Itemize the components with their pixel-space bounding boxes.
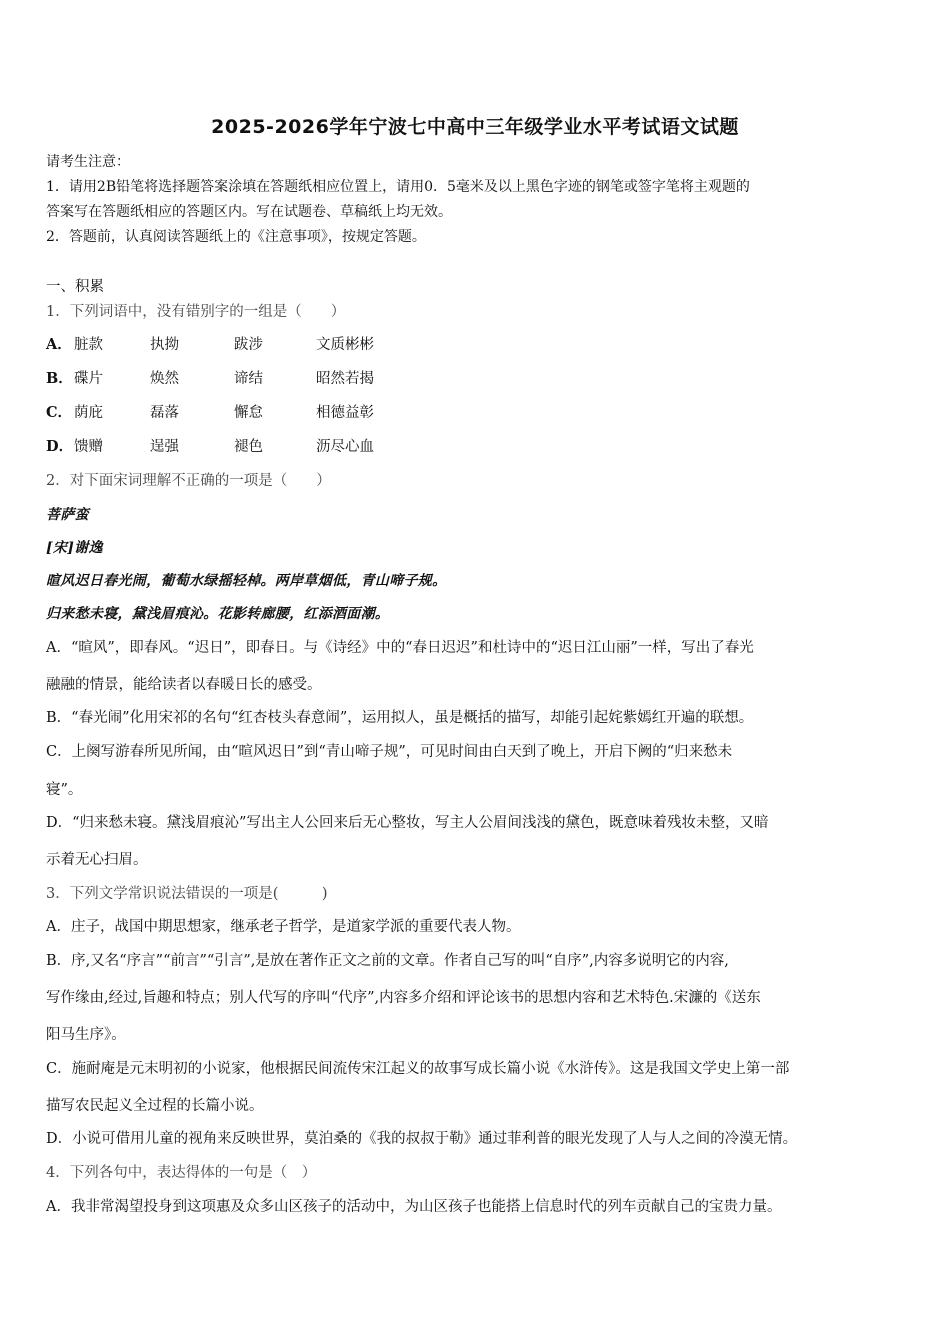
option-label: A．	[46, 336, 72, 353]
option-word: 荫庇	[74, 405, 103, 421]
q3-option-b-line-2: 写作缘由,经过,旨趣和特点；别人代写的序叫“代序”,内容多介绍和评论该书的思想内容和艺术特色.宋濂的《送东	[46, 990, 761, 1006]
option-word: 文质彬彬	[316, 337, 374, 353]
option-word: 跋涉	[234, 337, 263, 353]
q2-option-a-line-2: 融融的情景，能给读者以春暖日长的感受。	[46, 677, 322, 693]
option-word: 懈怠	[234, 405, 263, 421]
option-word: 执拗	[150, 337, 179, 353]
option-label: D．	[46, 438, 74, 455]
option-word: 昭然若揭	[316, 371, 374, 387]
notice-line-2: 2．答题前，认真阅读答题纸上的《注意事项》，按规定答题。	[46, 229, 426, 245]
option-word: 焕然	[150, 371, 179, 387]
q1-stem: 1．下列词语中，没有错别字的一组是（ ）	[46, 304, 346, 320]
option-label: B．	[46, 370, 73, 387]
q2-option-d-line-2: 示着无心扫眉。	[46, 852, 148, 868]
section-heading: 一、积累	[46, 279, 104, 295]
poem-line-1: 暄风迟日春光闹，葡萄水绿摇轻棹。两岸草烟低，青山啼子规。	[46, 573, 447, 589]
q4-stem: 4．下列各句中，表达得体的一句是（ ）	[46, 1165, 317, 1181]
option-word: 磊落	[150, 405, 179, 421]
q1-option-b	[46, 369, 908, 389]
option-word: 逞强	[150, 439, 179, 455]
q4-option-a-line-1: A．我非常渴望投身到这项惠及众多山区孩子的活动中，为山区孩子也能搭上信息时代的列车贡献自己的宝贵力量。	[46, 1199, 782, 1215]
option-word: 相德益彰	[316, 405, 374, 421]
option-word: 褪色	[234, 439, 263, 455]
option-word: 脏款	[74, 337, 103, 353]
notice-heading: 请考生注意：	[46, 154, 130, 170]
exam-title: 2025-2026学年宁波七中高中三年级学业水平考试语文试题	[211, 116, 739, 138]
q1-option-d	[46, 437, 908, 457]
notice-line-1b: 答案写在答题纸相应的答题区内。写在试题卷、草稿纸上均无效。	[46, 204, 452, 220]
q3-option-d-line-1: D．小说可借用儿童的视角来反映世界，莫泊桑的《我的叔叔于勒》通过菲利普的眼光发现了人与人之间的冷漠无情。	[46, 1131, 798, 1147]
q2-option-a-line-1: A．“暄风”，即春风。“迟日”，即春日。与《诗经》中的“春日迟迟”和杜诗中的“迟日江山丽”一样，写出了春光	[46, 640, 754, 656]
q1-option-a	[46, 335, 908, 355]
q3-option-c-line-2: 描写农民起义全过程的长篇小说。	[46, 1098, 264, 1114]
q3-option-c-line-1: C．施耐庵是元末明初的小说家，他根据民间流传宋江起义的故事写成长篇小说《水浒传》。这是我国文学史上第一部	[46, 1061, 790, 1077]
q2-option-d-line-1: D．“归来愁未寝。黛浅眉痕沁”写出主人公回来后无心整妆，写主人公眉间浅浅的黛色，既意味着残妆未整，又暗	[46, 815, 769, 831]
q3-option-b-line-3: 阳马生序》。	[46, 1027, 126, 1043]
q2-option-b-line-1: B．“春光闹”化用宋祁的名句“红杏枝头春意闹”，运用拟人，虽是概括的描写，却能引起姹紫嫣红开遍的联想。	[46, 710, 754, 726]
option-word: 谛结	[234, 371, 263, 387]
option-word: 沥尽心血	[316, 439, 374, 455]
option-label: C．	[46, 404, 73, 421]
option-word: 碟片	[74, 371, 103, 387]
q3-stem: 3．下列文学常识说法错误的一项是( )	[46, 886, 328, 902]
q2-stem: 2．对下面宋词理解不正确的一项是（ ）	[46, 473, 331, 489]
q3-option-a-line-1: A．庄子，战国中期思想家，继承老子哲学，是道家学派的重要代表人物。	[46, 919, 521, 935]
option-word: 馈赠	[74, 439, 103, 455]
notice-line-1a: 1．请用2B铅笔将选择题答案涂填在答题纸相应位置上，请用0．5毫米及以上黑色字迹的钢笔或签字笔将主观题的	[46, 179, 750, 195]
q1-option-c	[46, 403, 908, 423]
poem-title: 菩萨蛮	[46, 507, 89, 523]
poem-author: [宋]谢逸	[46, 540, 103, 556]
poem-line-2: 归来愁未寝，黛浅眉痕沁。花影转廊腰，红添酒面潮。	[46, 606, 390, 622]
q2-option-c-line-1: C．上阕写游春所见所闻，由“暄风迟日”到“青山啼子规”，可见时间由白天到了晚上，开启下阙的“归来愁未	[46, 744, 733, 760]
q2-option-c-line-2: 寝”。	[46, 782, 83, 798]
q3-option-b-line-1: B．序,又名“序言”“前言”“引言”,是放在著作正文之前的文章。作者自己写的叫“自序”,内容多说明它的内容,	[46, 953, 729, 969]
